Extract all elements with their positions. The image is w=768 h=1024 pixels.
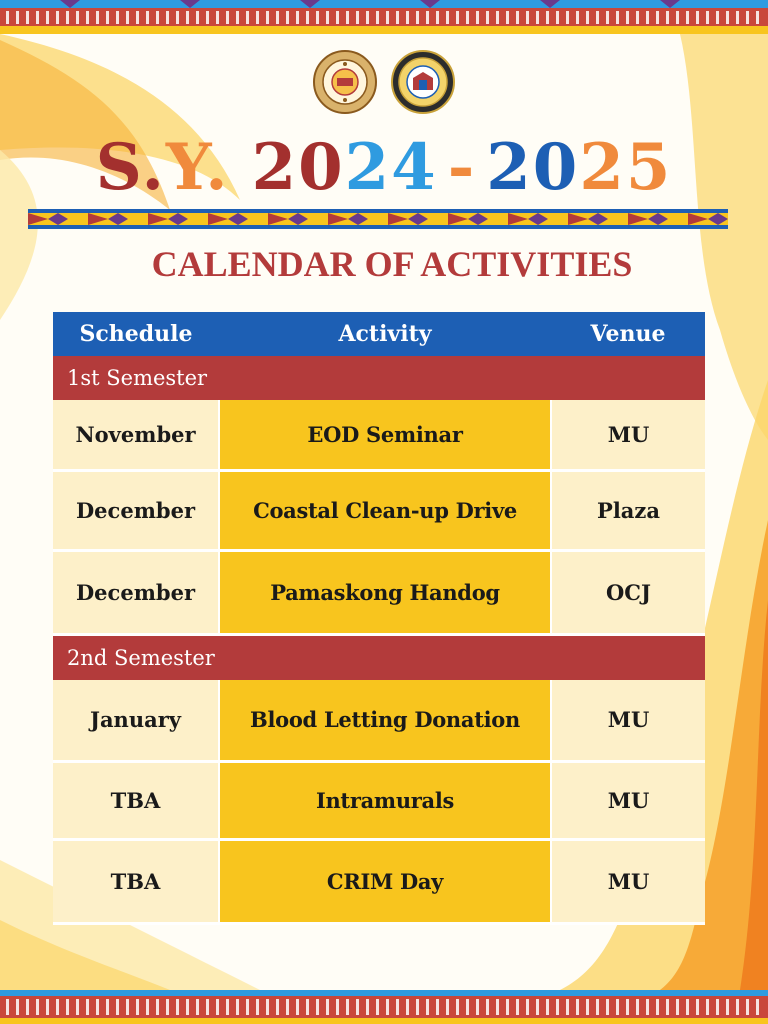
venue-cell: OCJ xyxy=(551,550,705,634)
activity-cell: CRIM Day xyxy=(219,840,551,924)
decorative-band xyxy=(28,209,728,229)
activity-cell: Intramurals xyxy=(219,762,551,840)
schedule-cell: TBA xyxy=(53,762,219,840)
table-row xyxy=(53,680,705,762)
schedule-cell: December xyxy=(53,470,219,550)
year-y: Y. xyxy=(165,130,230,205)
year-digits-4: 25 xyxy=(579,130,673,205)
schedule-cell: TBA xyxy=(53,840,219,924)
year-digits-2: 24 xyxy=(344,130,438,205)
university-seal-icon xyxy=(313,50,377,114)
logo-row xyxy=(0,50,768,114)
college-seal-icon xyxy=(391,50,455,114)
venue-cell: MU xyxy=(551,762,705,840)
top-ethnic-border xyxy=(0,0,768,34)
bottom-ethnic-border xyxy=(0,990,768,1024)
column-header-venue: Venue xyxy=(551,312,705,356)
year-digits-3: 20 xyxy=(486,130,580,205)
section-header-row xyxy=(53,634,705,680)
table-row xyxy=(53,400,705,470)
venue-cell: MU xyxy=(551,400,705,470)
column-header-schedule: Schedule xyxy=(53,312,219,356)
column-header-activity: Activity xyxy=(219,312,551,356)
year-dash: - xyxy=(447,130,477,205)
activity-cell: Blood Letting Donation xyxy=(219,680,551,762)
section-header-row xyxy=(53,356,705,400)
activity-cell: Coastal Clean-up Drive xyxy=(219,470,551,550)
venue-cell: MU xyxy=(551,840,705,924)
activity-cell: EOD Seminar xyxy=(219,400,551,470)
section-label-1st-semester: 1st Semester xyxy=(53,356,705,400)
venue-cell: Plaza xyxy=(551,470,705,550)
section-label-2nd-semester: 2nd Semester xyxy=(53,634,705,680)
venue-cell: MU xyxy=(551,680,705,762)
table-header-row xyxy=(53,312,705,356)
table-row xyxy=(53,550,705,634)
activities-table xyxy=(53,312,705,925)
activity-cell: Pamaskong Handog xyxy=(219,550,551,634)
table-row xyxy=(53,840,705,924)
year-s: S. xyxy=(95,130,166,205)
year-digits-1: 20 xyxy=(251,130,345,205)
schedule-cell: November xyxy=(53,400,219,470)
table-row xyxy=(53,470,705,550)
schedule-cell: December xyxy=(53,550,219,634)
school-year-title xyxy=(0,128,768,208)
table-row xyxy=(53,762,705,840)
schedule-cell: January xyxy=(53,680,219,762)
calendar-title: CALENDAR OF ACTIVITIES xyxy=(151,244,633,284)
